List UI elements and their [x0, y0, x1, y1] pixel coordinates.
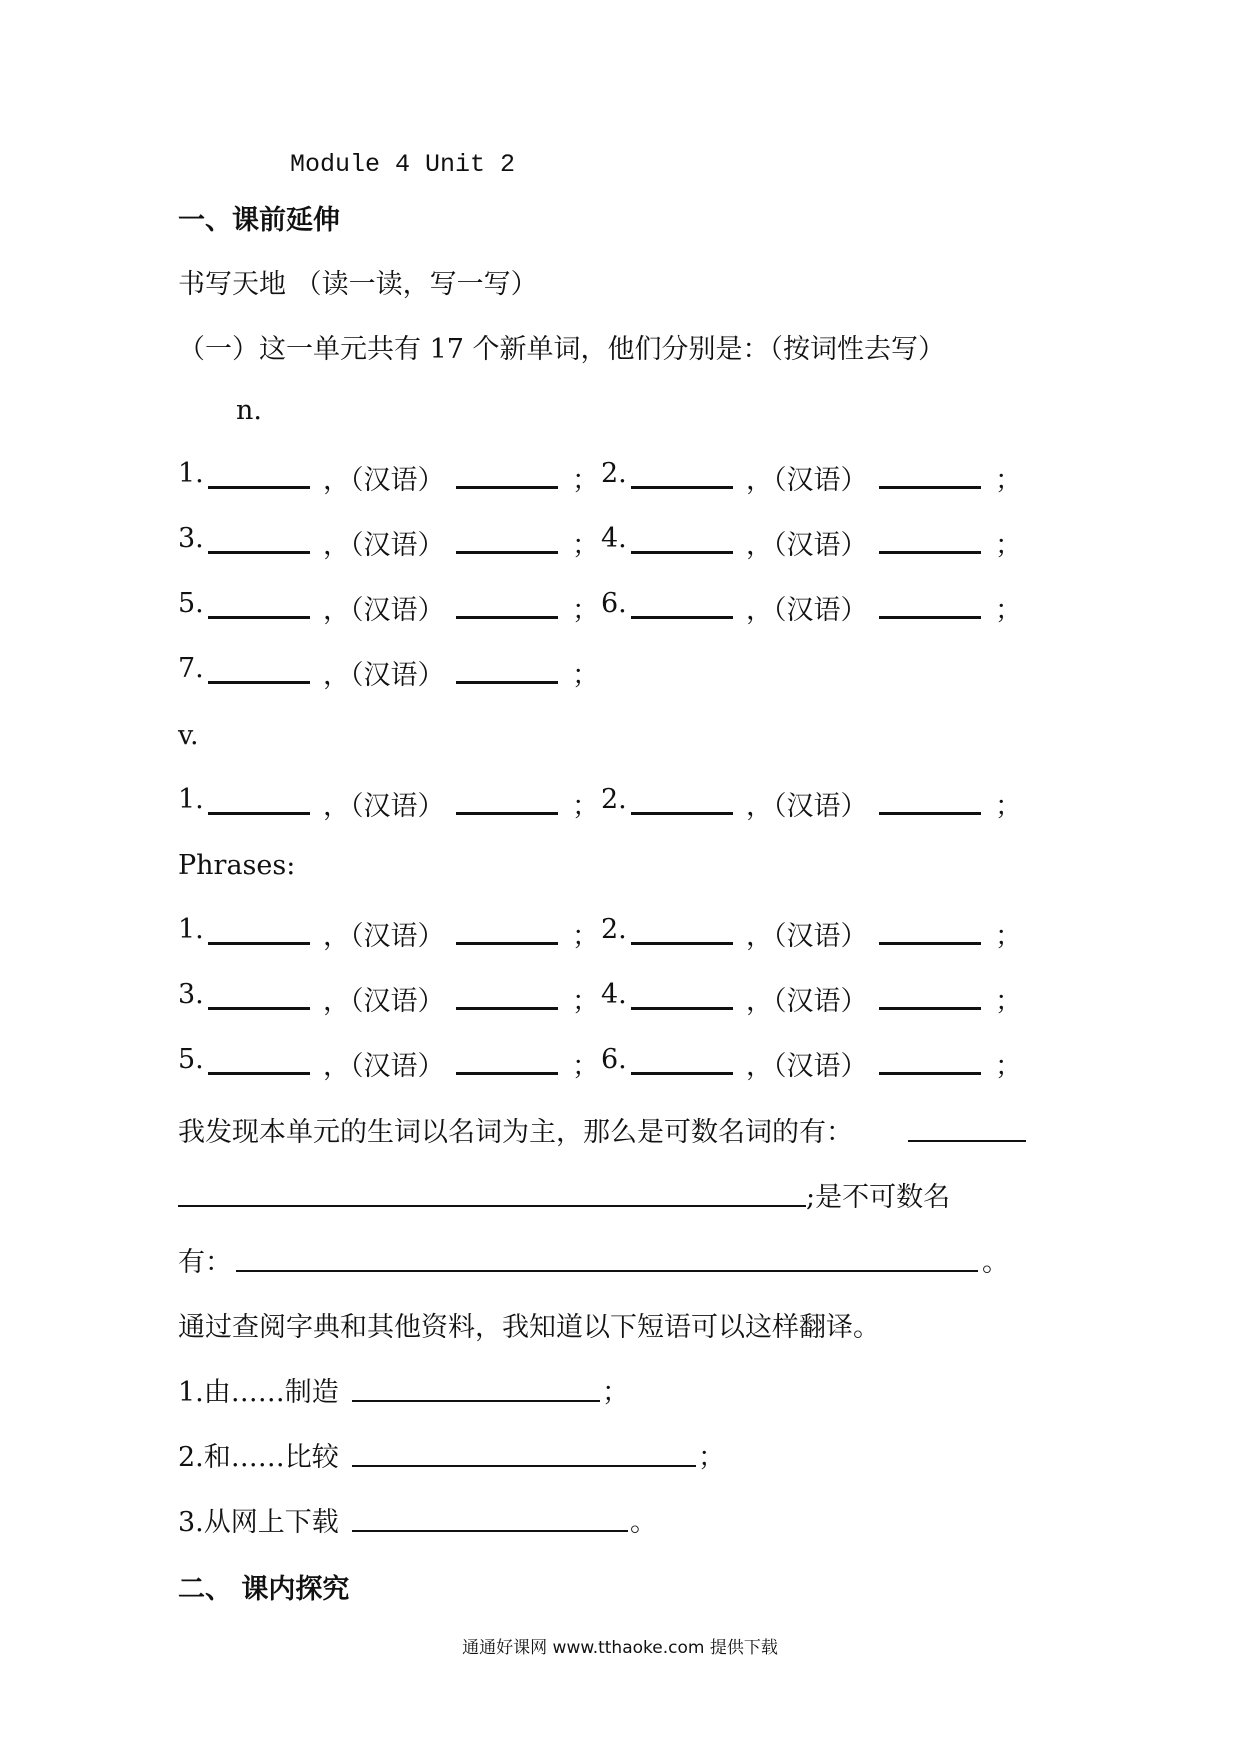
chinese-label: ，（汉语） [323, 1051, 445, 1082]
item-number: 3. [178, 979, 204, 1010]
item-number: 4. [601, 523, 627, 554]
blank-word [631, 523, 733, 561]
blank-word [631, 784, 733, 822]
page-footer: 通通好课网 www.tthaoke.com 提供下载 [462, 1638, 778, 1658]
intro-text: （一）这一单元共有 17 个新单词，他们分别是：（按词性去写） [178, 334, 946, 365]
chinese-label: ，（汉语） [746, 465, 868, 496]
semicolon: ； [995, 986, 1022, 1017]
phrases-label: Phrases: [178, 850, 296, 881]
translate-intro: 通过查阅字典和其他资料，我知道以下短语可以这样翻译。 [178, 1312, 880, 1343]
chinese-label: ，（汉语） [323, 530, 445, 561]
blank-chinese [879, 979, 981, 1017]
semicolon: ； [572, 791, 599, 822]
blank-word [208, 588, 310, 626]
blank-word [631, 458, 733, 496]
blank-chinese [456, 653, 558, 691]
blank-chinese [879, 458, 981, 496]
item-number: 6. [601, 1044, 627, 1075]
translate-end: 。 [630, 1507, 657, 1538]
semicolon: ； [995, 465, 1022, 496]
chinese-label: ，（汉语） [746, 1051, 868, 1082]
blank-word [631, 588, 733, 626]
page-title: Module 4 Unit 2 [290, 150, 516, 179]
blank-word [208, 1044, 310, 1082]
section-heading-2: 二、 课内探究 [178, 1574, 350, 1605]
chinese-label: ，（汉语） [746, 530, 868, 561]
blank-word [208, 523, 310, 561]
blank-word [631, 979, 733, 1017]
blank-word [631, 1044, 733, 1082]
item-number: 3. [178, 523, 204, 554]
semicolon: ； [572, 921, 599, 952]
blank-chinese [456, 588, 558, 626]
semicolon: ； [572, 1051, 599, 1082]
translate-blank [352, 1465, 696, 1467]
blank-chinese [879, 588, 981, 626]
item-number: 1. [178, 914, 204, 945]
item-number: 6. [601, 588, 627, 619]
blank-word [631, 914, 733, 952]
blank-chinese [456, 1044, 558, 1082]
chinese-label: ，（汉语） [323, 595, 445, 626]
blank-chinese [456, 784, 558, 822]
blank-chinese [456, 523, 558, 561]
chinese-label: ，（汉语） [746, 595, 868, 626]
semicolon: ； [995, 791, 1022, 822]
item-number: 5. [178, 1044, 204, 1075]
item-number: 5. [178, 588, 204, 619]
translate-blank [352, 1530, 628, 1532]
blank-chinese [456, 914, 558, 952]
semicolon: ； [995, 1051, 1022, 1082]
item-number: 2. [601, 784, 627, 815]
semicolon: ； [995, 595, 1022, 626]
chinese-label: ，（汉语） [746, 986, 868, 1017]
uncountable-text: ;是不可数名 [806, 1182, 951, 1213]
blank-word [208, 458, 310, 496]
translate-item: 1.由……制造 [178, 1377, 339, 1408]
blank-word [208, 979, 310, 1017]
chinese-label: ，（汉语） [323, 660, 445, 691]
item-number: 2. [601, 914, 627, 945]
writing-title: 书写天地 （读一读，写一写） [178, 269, 538, 300]
semicolon: ； [572, 660, 599, 691]
item-number: 1. [178, 784, 204, 815]
blank-chinese [456, 979, 558, 1017]
blank-chinese [879, 914, 981, 952]
you-text: 有： [178, 1247, 232, 1278]
item-number: 7. [178, 653, 204, 684]
chinese-label: ，（汉语） [746, 921, 868, 952]
period: 。 [982, 1247, 1009, 1278]
semicolon: ； [995, 921, 1022, 952]
blank-word [208, 653, 310, 691]
semicolon: ； [572, 595, 599, 626]
blank-word [208, 914, 310, 952]
semicolon: ； [572, 465, 599, 496]
chinese-label: ，（汉语） [323, 791, 445, 822]
countable-blank-cont [178, 1205, 806, 1207]
semicolon: ； [572, 986, 599, 1017]
translate-end: ； [602, 1377, 629, 1408]
countable-blank [908, 1140, 1026, 1142]
chinese-label: ，（汉语） [323, 465, 445, 496]
chinese-label: ，（汉语） [323, 921, 445, 952]
semicolon: ； [572, 530, 599, 561]
chinese-label: ，（汉语） [323, 986, 445, 1017]
verb-label: v. [178, 720, 199, 751]
section-heading-1: 一、课前延伸 [178, 205, 340, 236]
noun-label: n. [236, 395, 262, 426]
translate-item: 2.和……比较 [178, 1442, 339, 1473]
item-number: 4. [601, 979, 627, 1010]
uncountable-blank [236, 1270, 978, 1272]
chinese-label: ，（汉语） [746, 791, 868, 822]
semicolon: ； [995, 530, 1022, 561]
blank-chinese [879, 523, 981, 561]
blank-chinese [456, 458, 558, 496]
blank-chinese [879, 784, 981, 822]
item-number: 2. [601, 458, 627, 489]
item-number: 1. [178, 458, 204, 489]
blank-chinese [879, 1044, 981, 1082]
translate-blank [352, 1400, 600, 1402]
translate-end: ； [698, 1442, 725, 1473]
translate-item: 3.从网上下载 [178, 1507, 339, 1538]
blank-word [208, 784, 310, 822]
countable-text: 我发现本单元的生词以名词为主，那么是可数名词的有： [178, 1117, 853, 1148]
